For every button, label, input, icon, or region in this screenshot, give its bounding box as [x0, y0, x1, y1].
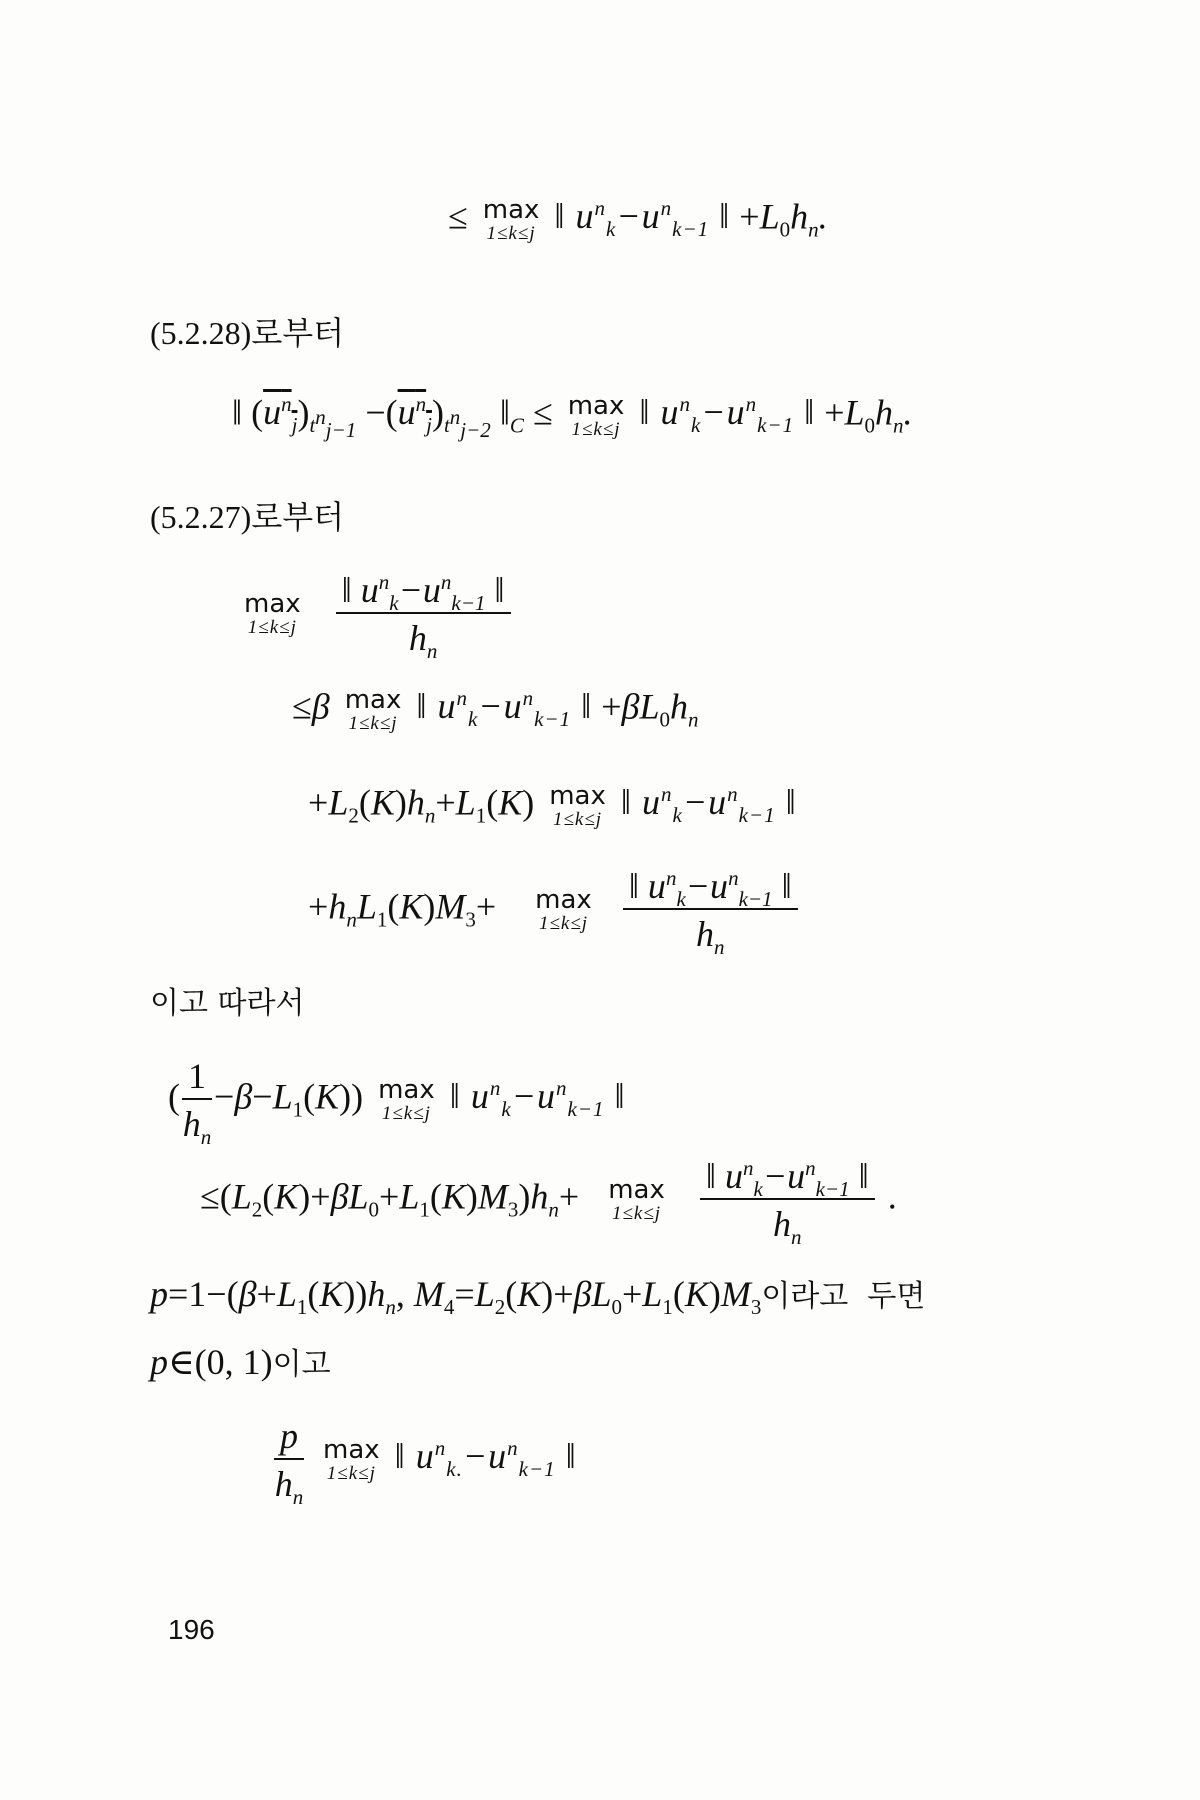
- equation-line-10: p∈(0, 1)이고: [150, 1342, 331, 1382]
- equation-line-7: ( $\frac{1}{h_n}$ $-\beta-L_1(K)$) max 1≤k≤j ‖ $u^n_k-u^n_{k-1}$ ‖: [168, 1056, 626, 1150]
- page-number-label: 196: [168, 1614, 215, 1645]
- fraction: $\frac{p}{h_n}$: [274, 1416, 304, 1510]
- max-label: max: [244, 589, 301, 619]
- max-operator: [378, 1076, 435, 1124]
- equation-line-5: $+L_2(K)h_n+L_1(K)$ max 1≤k≤j ‖ $u^n_k-u^n_{k-1}$ ‖: [308, 781, 797, 830]
- equation-line-4: ≤β max 1≤k≤j ‖ $u^n_k-u^n_{k-1}$ ‖ $+\beta L_0h_n$: [292, 685, 699, 734]
- reference-5-2-27: [150, 492, 344, 538]
- text-ige-ttaraseo: [150, 978, 304, 1022]
- max-label: max: [549, 781, 606, 811]
- max-operator: [244, 590, 301, 638]
- max-operator: [608, 1176, 665, 1224]
- fraction: $\frac{‖ u^n_k-u^n_{k-1} ‖}{h_n}$: [623, 868, 798, 952]
- max-label: max: [378, 1075, 435, 1105]
- max-range: 1≤k≤j: [381, 1103, 431, 1124]
- max-range: 1≤k≤j: [538, 913, 589, 934]
- equation-line-3: [238, 570, 515, 664]
- fraction: $\frac{‖ u^n_k-u^n_{k-1} ‖}{h_n}$: [700, 1158, 875, 1242]
- max-label: max: [482, 195, 540, 225]
- reference-5-2-28: [150, 308, 344, 354]
- max-range: 1≤k≤j: [486, 223, 536, 244]
- max-label: max: [608, 1175, 665, 1205]
- max-operator: [568, 392, 625, 440]
- reference-label: (5.2.28)로부터: [150, 315, 345, 351]
- max-range: 1≤k≤j: [553, 809, 603, 830]
- fraction: $\frac{1}{h_n}$: [182, 1056, 212, 1150]
- max-label: max: [344, 685, 402, 715]
- equation-line-6: $+h_nL_1(K)M_3+$ max 1≤k≤j $\frac{‖ u^n_k-u^n_{k-1} ‖}{h_n}$: [308, 868, 802, 952]
- max-operator: [323, 1436, 380, 1484]
- equation-line-9: $p=1-(\beta+L_1(K))h_n$, $M_4=L_2(K)+\beta L_0+L_1(K)M_3$이라고 두면: [150, 1274, 926, 1320]
- max-range: 1≤k≤j: [612, 1203, 662, 1224]
- text-label: 이라고 두면: [761, 1279, 926, 1314]
- max-operator: [345, 686, 402, 734]
- equation-line-1: ≤ max 1≤k≤j ‖ $u^n_k-u^n_{k-1}$ ‖ $+L_0h_n$.: [448, 195, 828, 244]
- max-range: 1≤k≤j: [571, 419, 621, 440]
- max-operator: [535, 886, 592, 934]
- max-range: 1≤k≤j: [326, 1463, 376, 1484]
- max-label: max: [567, 391, 625, 421]
- reference-label: (5.2.27)로부터: [150, 499, 345, 535]
- text-label: 이고: [272, 1347, 331, 1382]
- max-operator: [549, 782, 606, 830]
- page-number: [168, 1614, 215, 1646]
- max-label: max: [323, 1435, 380, 1465]
- equation-line-11: $\frac{p}{h_n}$ max 1≤k≤j ‖ $u^n_{k.}-u^n_{k-1}$ ‖: [274, 1416, 577, 1510]
- max-label: max: [535, 885, 592, 915]
- equation-line-2: ‖ $(u^n_j)_{t^n_{j-1}} -(u^n_j)_{t^n_{j-2}}$ $‖_C$ ≤ max 1≤k≤j ‖ $u^n_k-u^n_{k-1}$ ‖ $+L_0h_n$.: [232, 391, 913, 443]
- fraction: $\frac{‖ u^n_k-u^n_{k-1} ‖}{h_n}$: [336, 572, 511, 656]
- max-operator: [483, 196, 540, 244]
- max-range: 1≤k≤j: [348, 713, 398, 734]
- equation-line-8: $\le(L_2(K)+\beta L_0+L_1(K)M_3)h_n+$ max 1≤k≤j $\frac{‖ u^n_k-u^n_{k-1} ‖}{h_n}$ .: [200, 1156, 897, 1250]
- max-range: 1≤k≤j: [247, 617, 297, 638]
- text-label: 이고 따라서: [150, 986, 305, 1021]
